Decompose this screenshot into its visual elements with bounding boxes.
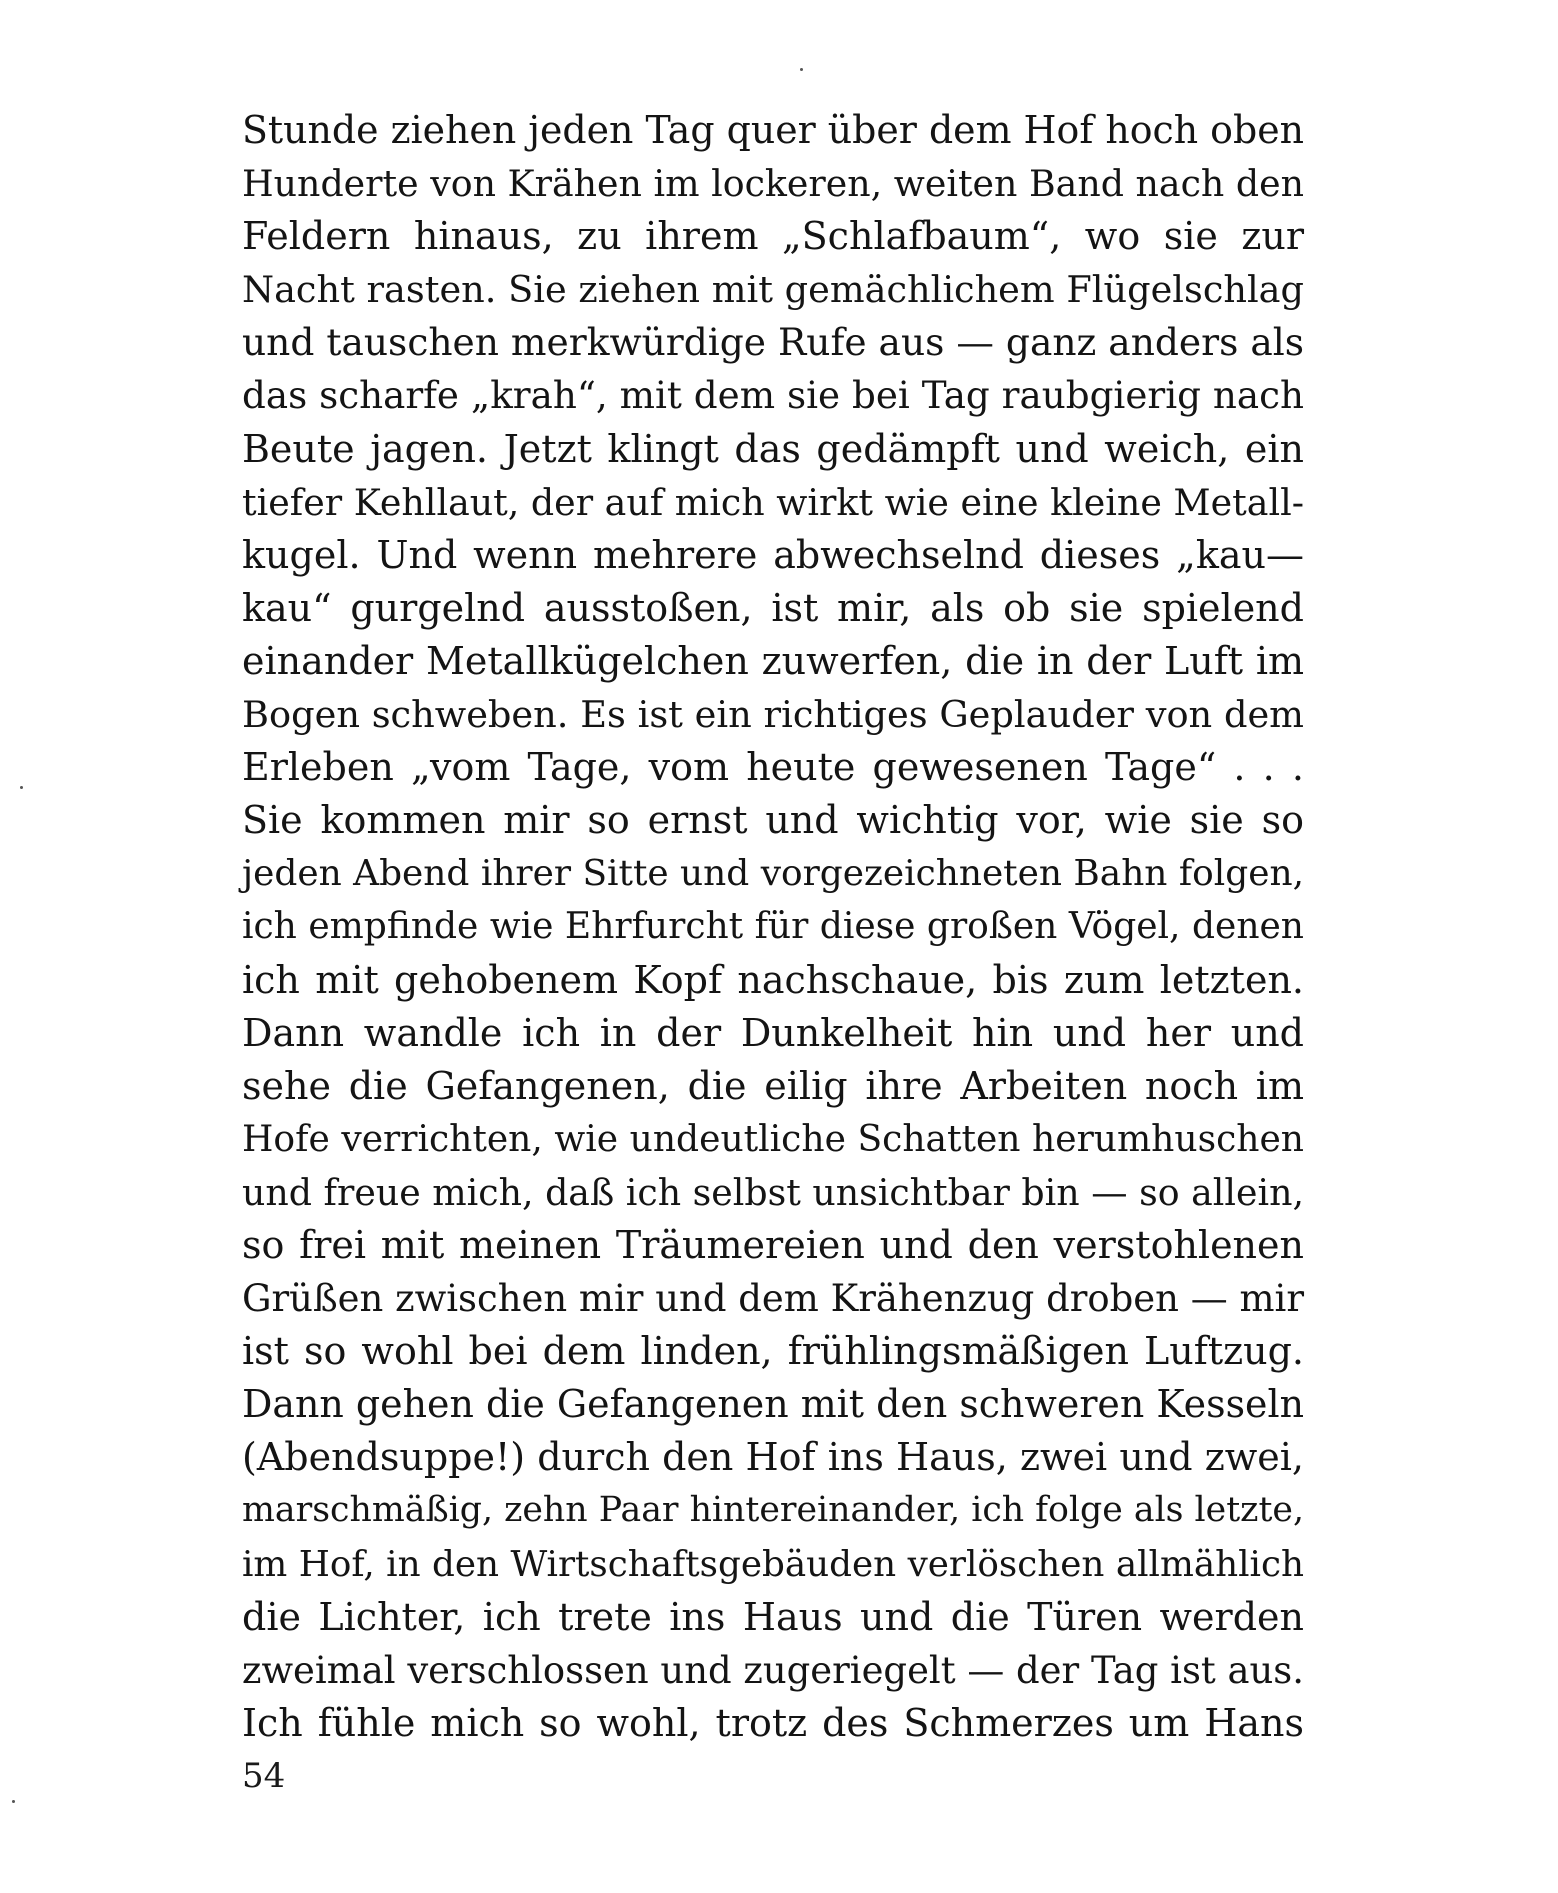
text-line: Nacht rasten. Sie ziehen mit gemächlichem Flügelschlag <box>242 268 1304 312</box>
text-line: Sie kommen mir so ernst und wichtig vor, wie sie so <box>242 798 1304 843</box>
text-line: einander Metallkügelchen zuwerfen, die in der Luft im <box>242 638 1304 683</box>
text-line: und tauschen merkwürdige Rufe aus — ganz anders als <box>242 320 1304 365</box>
text-line: ich empfinde wie Ehrfurcht für diese großen Vögel, denen <box>242 906 1304 948</box>
text-line: kugel. Und wenn mehrere abwechselnd dieses „kau— <box>242 532 1304 577</box>
page-number: 54 <box>242 1756 286 1796</box>
speck <box>20 786 23 789</box>
speck <box>12 1800 15 1803</box>
text-line: marschmäßig, zehn Paar hintereinander, ich folge als letzte, <box>242 1490 1304 1531</box>
text-line: und freue mich, daß ich selbst unsichtbar bin — so allein, <box>242 1170 1304 1214</box>
text-line: Stunde ziehen jeden Tag quer über dem Hof hoch oben <box>242 108 1304 152</box>
text-line: Erleben „vom Tage, vom heute gewesenen Tage“ . . . <box>242 745 1304 790</box>
text-line: Dann gehen die Gefangenen mit den schweren Kesseln <box>242 1382 1304 1427</box>
text-line: Bogen schweben. Es ist ein richtiges Geplauder von dem <box>242 693 1304 737</box>
text-line: kau“ gurgelnd ausstoßen, ist mir, als ob sie spielend <box>242 585 1304 630</box>
text-line: sehe die Gefangenen, die eilig ihre Arbeiten noch im <box>242 1063 1304 1108</box>
text-line: im Hof, in den Wirtschaftsgebäuden verlöschen allmählich <box>242 1543 1304 1585</box>
text-line: Grüßen zwischen mir und dem Krähenzug droben — mir <box>242 1277 1304 1321</box>
text-line: Ich fühle mich so wohl, trotz des Schmerzes um Hans <box>242 1700 1304 1745</box>
text-line: das scharfe „krah“, mit dem sie bei Tag raubgierig nach <box>242 373 1304 418</box>
text-line: Dann wandle ich in der Dunkelheit hin und her und <box>242 1010 1304 1055</box>
text-line: tiefer Kehllaut, der auf mich wirkt wie eine kleine Metall- <box>242 480 1304 524</box>
text-line: Hofe verrichten, wie undeutliche Schatten herumhuschen <box>242 1118 1304 1160</box>
text-line: so frei mit meinen Träumereien und den verstohlenen <box>242 1222 1304 1267</box>
text-line: Hunderte von Krähen im lockeren, weiten Band nach den <box>242 162 1304 206</box>
text-line: die Lichter, ich trete ins Haus und die Türen werden <box>242 1594 1304 1639</box>
text-line: ich mit gehobenem Kopf nachschaue, bis zum letzten. <box>242 957 1304 1002</box>
body-text <box>242 104 1304 1750</box>
text-line: ist so wohl bei dem linden, frühlingsmäßigen Luftzug. <box>242 1329 1304 1374</box>
text-line: (Abendsuppe!) durch den Hof ins Haus, zwei und zwei, <box>242 1435 1304 1480</box>
text-line: zweimal verschlossen und zugeriegelt — der Tag ist aus. <box>242 1648 1304 1692</box>
text-line: jeden Abend ihrer Sitte und vorgezeichneten Bahn folgen, <box>242 853 1304 895</box>
speck <box>800 68 803 71</box>
text-line: Feldern hinaus, zu ihrem „Schlafbaum“, wo sie zur <box>242 214 1304 259</box>
text-line: Beute jagen. Jetzt klingt das gedämpft und weich, ein <box>242 426 1304 471</box>
